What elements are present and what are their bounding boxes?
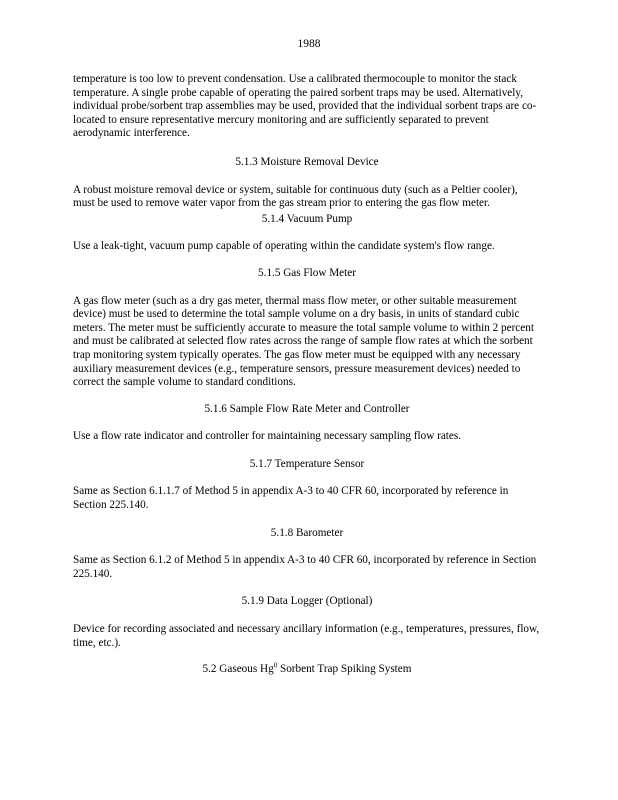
paragraph-stack-temperature: temperature is too low to prevent condensation. Use a calibrated thermocouple to monitor the stack temperature. A single probe capable of operating the paired sorbent traps may be used. Alternatively, individual probe/sorbent trap assemblies may be used, provided that the individual sorbent traps are co-located to ensure representative mercury monitoring and are sufficiently separated to prevent aerodynamic interference. [73, 73, 537, 140]
heading-vacuum-pump: 5.1.4 Vacuum Pump [261, 212, 353, 225]
heading-barometer: 5.1.8 Barometer [270, 526, 344, 539]
paragraph-temperature-sensor: Same as Section 6.1.1.7 of Method 5 in appendix A-3 to 40 CFR 60, incorporated by reference in Section 225.140. [73, 485, 509, 512]
heading-sample-flow-rate-meter: 5.1.6 Sample Flow Rate Meter and Controller [204, 402, 410, 415]
heading-temperature-sensor: 5.1.7 Temperature Sensor [249, 457, 365, 470]
heading-moisture-removal-device: 5.1.3 Moisture Removal Device [235, 155, 379, 168]
mercury-oxidation-superscript: 0 [273, 661, 278, 670]
heading-spiking-suffix: Sorbent Trap Spiking System [277, 663, 412, 676]
heading-gas-flow-meter: 5.1.5 Gas Flow Meter [258, 266, 356, 279]
paragraph-gas-flow-meter: A gas flow meter (such as a dry gas meter, thermal mass flow meter, or other suitable measurement device) must be used to determine the total sample volume on a dry basis, in units of standard cubic meters. The meter must be sufficiently accurate to measure the total sample volume to within 2 percent and must be calibrated at selected flow rates across the range of sample flow rates at which the sorbent trap monitoring system typically operates. The gas flow meter must be equipped with any necessary auxiliary measurement devices (e.g., temperature sensors, pressure measurement devices) needed to correct the sample volume to standard conditions. [73, 294, 534, 389]
document-body [73, 73, 541, 677]
paragraph-barometer: Same as Section 6.1.2 of Method 5 in appendix A-3 to 40 CFR 60, incorporated by reference in Section 225.140. [73, 554, 537, 580]
paragraph-vacuum-pump: Use a leak-tight, vacuum pump capable of operating within the candidate system's flow range. [73, 240, 495, 253]
heading-data-logger: 5.1.9 Data Logger (Optional) [241, 595, 373, 608]
paragraph-moisture-removal: A robust moisture removal device or system, suitable for continuous duty (such as a Peltier cooler), must be used to remove water vapor from the gas stream prior to entering the gas flow meter. [73, 183, 518, 210]
paragraph-sample-flow-rate: Use a flow rate indicator and controller for maintaining necessary sampling flow rates. [73, 430, 462, 443]
heading-spiking-prefix: 5.2 Gaseous Hg [202, 663, 274, 676]
page-number: 1988 [297, 38, 321, 50]
paragraph-data-logger: Device for recording associated and necessary ancillary information (e.g., temperatures, pressures, flow, time, etc.). [73, 623, 540, 649]
heading-sorbent-trap-spiking-system [73, 663, 541, 677]
